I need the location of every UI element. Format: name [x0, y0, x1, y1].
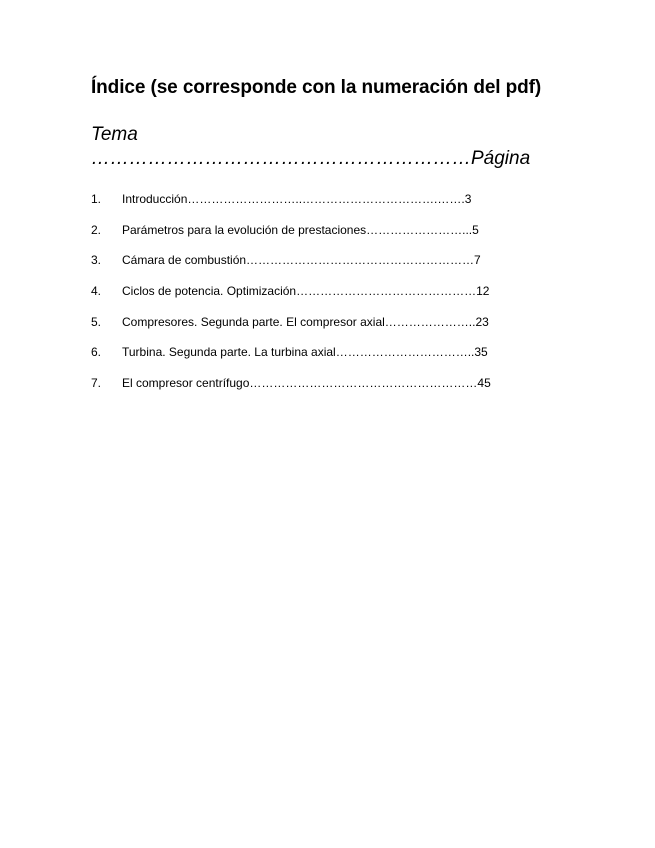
toc-entry-number: 4.: [91, 284, 102, 299]
toc-entry-text: Turbina. Segunda parte. La turbina axial……………………………..35: [122, 345, 488, 360]
toc-entry: [91, 315, 531, 346]
toc-entry-text: Parámetros para la evolución de prestaciones……………………...5: [122, 222, 479, 237]
toc-entry-number: 6.: [91, 345, 102, 360]
toc-entry-text: Ciclos de potencia. Optimización………………………………………12: [122, 284, 490, 299]
toc-entry: [91, 253, 531, 284]
table-of-contents: [91, 192, 531, 407]
pagina-header: ……………………………………………………Página: [91, 148, 531, 169]
toc-entry: [91, 192, 531, 223]
toc-entry: [91, 345, 531, 376]
toc-entry: [91, 376, 531, 407]
toc-entry-number: 5.: [91, 314, 102, 329]
toc-entry-number: 7.: [91, 376, 102, 391]
toc-entry-text: Introducción………………………..…………………………….…….3: [122, 192, 472, 206]
toc-entry-text: Cámara de combustión…………………………………………………7: [122, 253, 481, 268]
toc-entry-number: 1.: [91, 192, 102, 206]
page-title: Índice (se corresponde con la numeración del pdf): [91, 77, 542, 98]
toc-entry: [91, 223, 531, 254]
toc-entry-text: Compresores. Segunda parte. El compresor axial…………………..23: [122, 314, 489, 329]
toc-entry-text: El compresor centrífugo…………………………………………………45: [122, 376, 491, 391]
toc-entry-number: 3.: [91, 253, 102, 268]
toc-entry: [91, 284, 531, 315]
tema-header: Tema: [91, 124, 138, 145]
toc-entry-number: 2.: [91, 222, 102, 237]
